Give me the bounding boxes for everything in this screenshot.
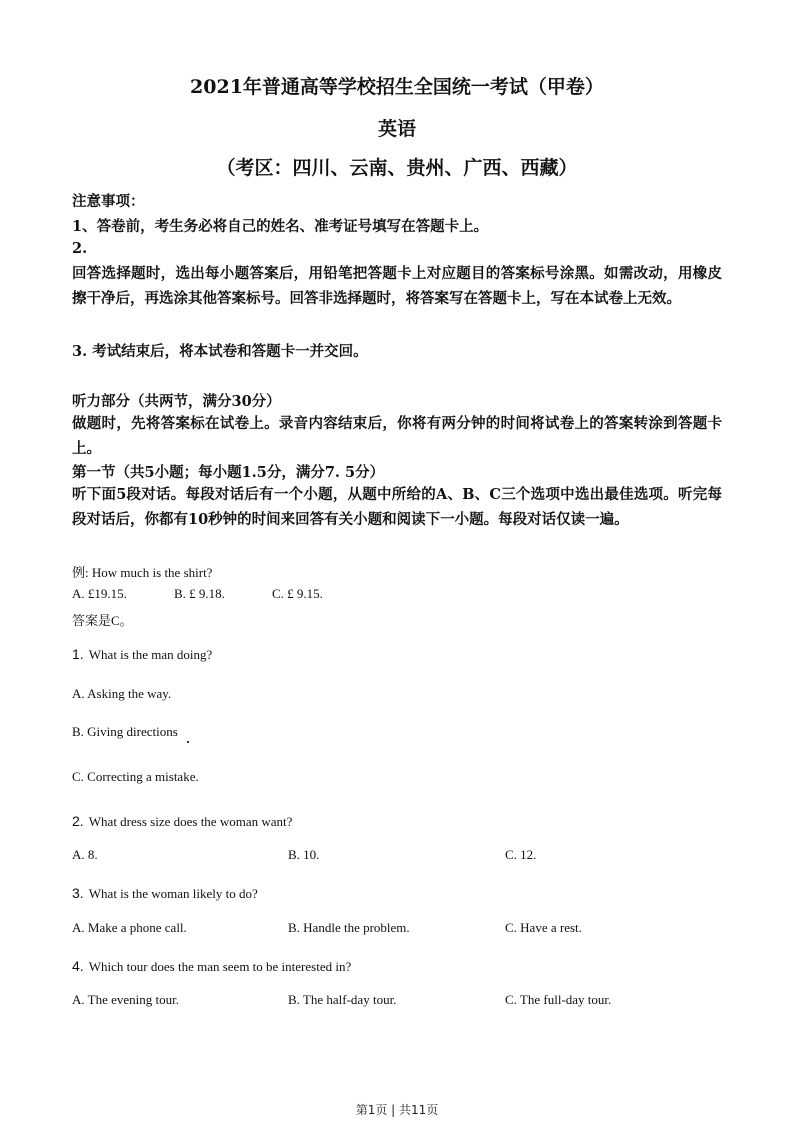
question-number: 3.	[72, 885, 84, 901]
question-1-option-b: B. Giving directions	[72, 724, 178, 739]
question-1	[72, 644, 212, 663]
notice-item-3: 3. 考试结束后，将本试卷和答题卡一并交回。	[72, 343, 368, 360]
notice-item-2-number: 2.	[72, 240, 88, 257]
section1-instruction: 听下面5段对话。每段对话后有一个小题，从题中所给的A、B、C三个选项中选出最佳选项。听完每段对话后，你都有10秒钟的时间来回答有关小题和阅读下一小题。每段对话仅读一遍。	[72, 486, 722, 528]
question-4-option-c: C. The full-day tour.	[505, 992, 612, 1007]
question-text: What dress size does the woman want?	[88, 814, 293, 829]
example-option-c: C. £ 9.15.	[272, 586, 323, 601]
notice-item-1: 1、答卷前，考生务必将自己的姓名、准考证号填写在答题卡上。	[72, 218, 489, 235]
example-answer: 答案是C。	[72, 613, 133, 628]
stray-dot	[187, 741, 189, 743]
listening-heading: 听力部分（共两节，满分30分）	[72, 393, 281, 410]
notice-item-2-text: 回答选择题时，选出每小题答案后，用铅笔把答题卡上对应题目的答案标号涂黑。如需改动，用橡皮擦干净后，再选涂其他答案标号。回答非选择题时，将答案写在答题卡上，写在本试卷上无效。	[72, 265, 722, 307]
question-number: 4.	[72, 958, 84, 974]
question-1-option-a: A. Asking the way.	[72, 686, 172, 701]
question-2	[72, 811, 292, 830]
question-4-option-a: A. The evening tour.	[72, 992, 179, 1007]
example-option-b: B. £ 9.18.	[174, 586, 225, 601]
example-question: 例: How much is the shirt?	[72, 565, 213, 580]
question-text: What is the man doing?	[88, 647, 213, 662]
question-4-option-b: B. The half-day tour.	[288, 992, 397, 1007]
notice-heading: 注意事项：	[72, 193, 145, 210]
question-number: 2.	[72, 813, 84, 829]
question-3-option-c: C. Have a rest.	[505, 920, 582, 935]
section1-heading: 第一节（共5小题；每小题1.5分，满分7. 5分）	[72, 464, 385, 481]
question-text: What is the woman likely to do?	[88, 886, 258, 901]
question-number: 1.	[72, 646, 84, 662]
listening-instruction: 做题时，先将答案标在试卷上。录音内容结束后，你将有两分钟的时间将试卷上的答案转涂到答题卡上。	[72, 415, 722, 457]
question-2-option-b: B. 10.	[288, 847, 320, 862]
question-2-option-c: C. 12.	[505, 847, 537, 862]
example-option-a: A. £19.15.	[72, 586, 127, 601]
question-1-option-c: C. Correcting a mistake.	[72, 769, 199, 784]
region-subtitle: （考区：四川、云南、贵州、广西、西藏）	[216, 157, 578, 179]
page-footer: 第1页 | 共11页	[355, 1103, 439, 1117]
page-title: 2021年普通高等学校招生全国统一考试（甲卷）	[190, 76, 604, 98]
question-3-option-a: A. Make a phone call.	[72, 920, 187, 935]
question-text: Which tour does the man seem to be interested in?	[88, 959, 352, 974]
subject-title: 英语	[377, 118, 416, 140]
question-3-option-b: B. Handle the problem.	[288, 920, 410, 935]
question-2-option-a: A. 8.	[72, 847, 98, 862]
question-3	[72, 883, 258, 902]
question-4	[72, 956, 351, 975]
